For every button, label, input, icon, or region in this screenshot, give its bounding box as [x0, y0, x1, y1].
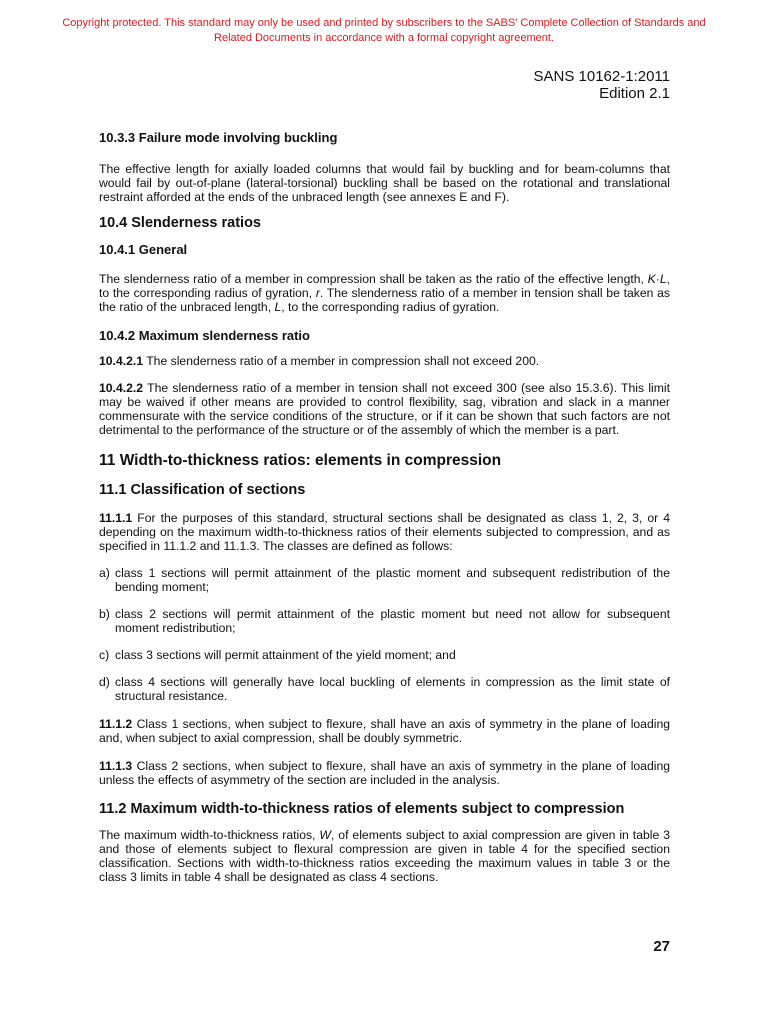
paragraph-11-1-1: 11.1.1 For the purposes of this standard, structural sections shall be designated as class 1, 2, 3, or 4 depending on the maximum width-to-thickness ratios of their elements subjected to compression, and as specified in 11.1.2 and 11.1.3. The classes are defined as follows: — [99, 511, 670, 553]
paragraph-11-2: The maximum width-to-thickness ratios, W, of elements subject to axial compression are given in table 3 and those of elements subject to flexural compression are given in table 4 for the specified section classification. Sections with width-to-thickness ratios exceeding the maximum values in table 3 or the class 3 limits in table 4 shall be designated as class 4 sections. — [99, 828, 670, 884]
list-item-label: b) — [99, 607, 110, 621]
heading-10-3-3: 10.3.3 Failure mode involving buckling — [99, 130, 338, 145]
list-item — [99, 566, 670, 594]
paragraph-10-4-1: The slenderness ratio of a member in compression shall be taken as the ratio of the effective length, K·L, to the corresponding radius of gyration, r. The slenderness ratio of a member in tension shall be taken as the ratio of the unbraced length, L, to the corresponding radius of gyration. — [99, 272, 670, 314]
list-item-text: class 2 sections will permit attainment of the plastic moment but need not allow for subsequent moment redistribution; — [115, 607, 670, 635]
heading-11: 11 Width-to-thickness ratios: elements in compression — [99, 452, 502, 469]
list-item-label: c) — [99, 648, 110, 662]
heading-11-1: 11.1 Classification of sections — [99, 482, 306, 498]
heading-10-4-1: 10.4.1 General — [99, 242, 188, 257]
copyright-line-1: Copyright protected. This standard may only be used and printed by subscribers to the SABS' Complete Collection of Standards and — [62, 17, 706, 29]
list-item-label: d) — [99, 675, 110, 689]
copyright-notice — [10, 16, 758, 46]
list-item-label: a) — [99, 566, 110, 580]
heading-11-2: 11.2 Maximum width-to-thickness ratios of elements subject to compression — [99, 801, 625, 817]
heading-10-4: 10.4 Slenderness ratios — [99, 215, 261, 231]
copyright-line-2: Related Documents in accordance with a formal copyright agreement. — [214, 32, 554, 44]
list-item-text: class 1 sections will permit attainment of the plastic moment and subsequent redistribution of the bending moment; — [115, 566, 670, 594]
paragraph-10-3-3: The effective length for axially loaded columns that would fail by buckling and for beam-columns that would fail by out-of-plane (lateral-torsional) buckling shall be based on the rotational and translational restraint afforded at the ends of the unbraced length (see annexes E and F). — [99, 162, 670, 204]
paragraph-10-4-2-1: 10.4.2.1 The slenderness ratio of a member in compression shall not exceed 200. — [99, 354, 540, 368]
paragraph-11-1-2: 11.1.2 Class 1 sections, when subject to flexure, shall have an axis of symmetry in the plane of loading and, when subject to axial compression, shall be doubly symmetric. — [99, 717, 670, 745]
heading-10-4-2: 10.4.2 Maximum slenderness ratio — [99, 328, 310, 343]
paragraph-11-1-3: 11.1.3 Class 2 sections, when subject to flexure, shall have an axis of symmetry in the plane of loading unless the effects of asymmetry of the section are included in the analysis. — [99, 759, 670, 787]
edition-label: Edition 2.1 — [599, 85, 670, 102]
page-content — [99, 130, 670, 884]
list-item — [99, 648, 670, 662]
list-item-text: class 3 sections will permit attainment of the yield moment; and — [115, 648, 456, 662]
paragraph-10-4-2-2: 10.4.2.2 The slenderness ratio of a member in tension shall not exceed 300 (see also 15.3.6). This limit may be waived if other means are provided to control flexibility, sag, vibration and slack in a manner commensurate with the service conditions of the structure, or if it can be shown that such factors are not detrimental to the performance of the structure or of the assembly of which the member is a part. — [99, 381, 670, 437]
standard-number: SANS 10162-1:2011 — [533, 68, 670, 85]
page-number: 27 — [653, 938, 670, 955]
list-item — [99, 675, 670, 703]
list-item-text: class 4 sections will generally have local buckling of elements in compression as the limit state of structural resistance. — [115, 675, 670, 703]
list-item — [99, 607, 670, 635]
standard-header — [534, 68, 671, 102]
